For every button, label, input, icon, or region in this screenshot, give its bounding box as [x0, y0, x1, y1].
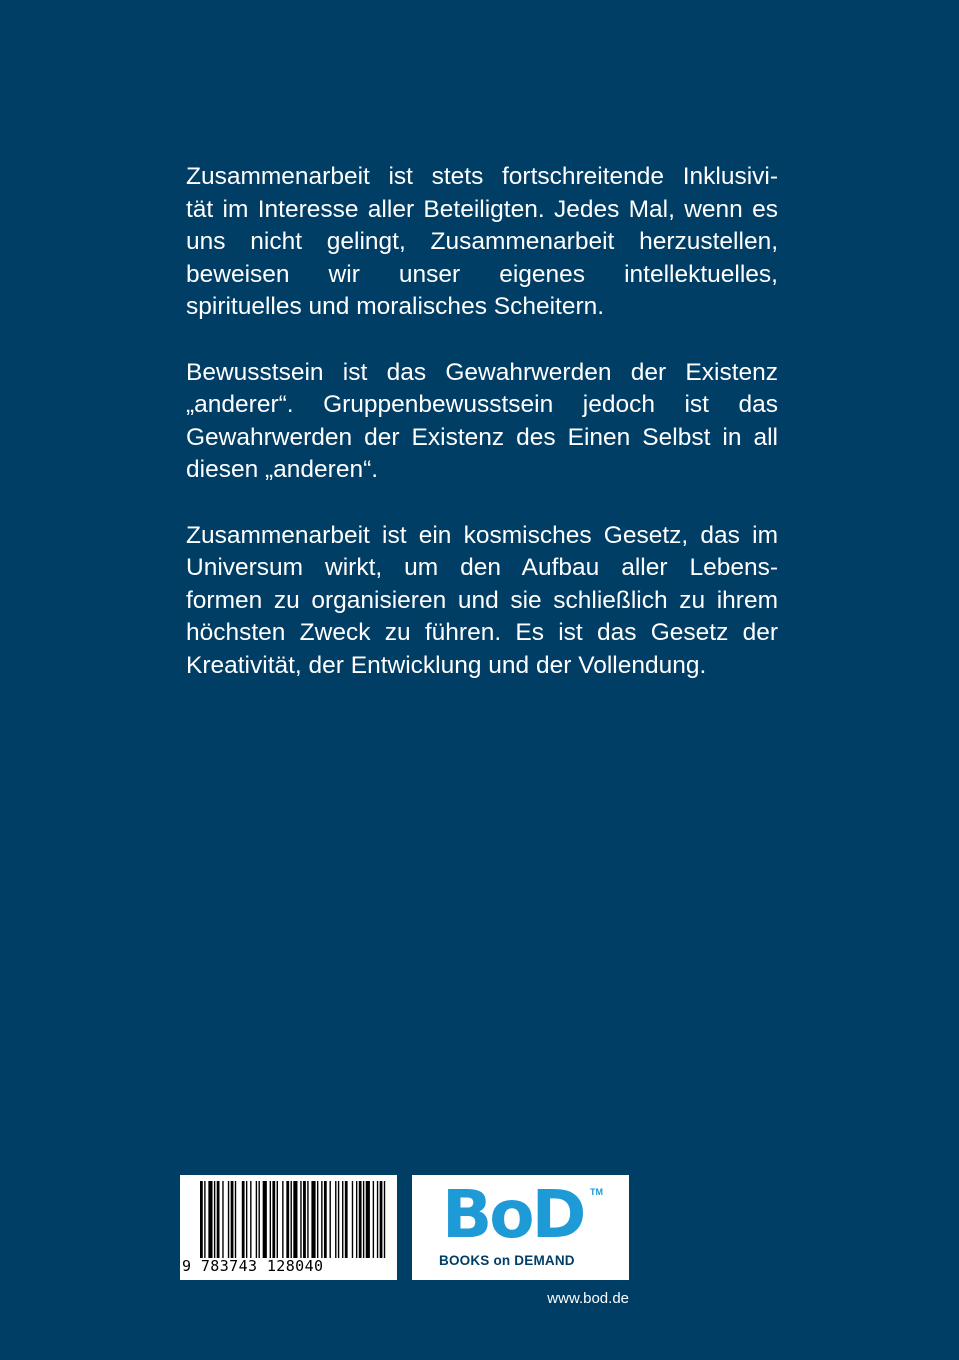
barcode-bar — [300, 1181, 301, 1258]
barcode-bar — [352, 1181, 353, 1258]
text-line: Universum wirkt, um den Aufbau aller Lebens- — [186, 554, 778, 582]
barcode-bar — [222, 1181, 223, 1258]
text-line: beweisen wir unser eigenes intellektuelles, — [186, 260, 778, 288]
barcode-bar — [228, 1181, 229, 1258]
text-line: Zusammenarbeit ist stets fortschreitende Inklusivi- — [186, 163, 778, 190]
barcode-number: 9 783743 128040 — [182, 1257, 324, 1275]
paragraph-3 — [186, 520, 778, 683]
barcode-bar — [272, 1181, 275, 1258]
barcode-bar — [335, 1181, 336, 1258]
barcode-bar — [204, 1181, 205, 1258]
text-line: Zusammenarbeit ist ein kosmisches Gesetz, das im — [186, 521, 778, 549]
logo-tagline: BOOKS on DEMAND — [439, 1253, 575, 1268]
barcode-bar — [377, 1181, 378, 1258]
text-line: tät im Interesse aller Beteiligten. Jedes Mal, wenn es — [186, 195, 778, 223]
barcode-bar — [263, 1181, 267, 1258]
text-line: Gewahrwerden der Existenz des Einen Selbst in all — [186, 423, 778, 451]
text-line: Bewusstsein ist das Gewahrwerden der Existenz — [186, 358, 778, 386]
barcode-bar — [356, 1181, 357, 1258]
isbn-barcode — [180, 1175, 397, 1280]
barcode-bar — [277, 1181, 278, 1258]
barcode-bar — [307, 1181, 308, 1258]
barcode-bar — [373, 1181, 374, 1258]
barcode-bar — [384, 1181, 385, 1258]
text-line: formen zu organisieren und sie schließlich zu ihrem — [186, 586, 778, 614]
barcode-bar — [200, 1181, 203, 1258]
barcode-bar — [282, 1181, 283, 1258]
text-line: spirituelles und moralisches Scheitern. — [186, 293, 605, 321]
trademark-symbol: TM — [590, 1187, 603, 1197]
publisher-url: www.bod.de — [547, 1290, 629, 1307]
barcode-bar — [338, 1181, 339, 1258]
barcode-bar — [286, 1181, 289, 1258]
barcode-bar — [324, 1181, 327, 1258]
text-line: höchsten Zweck zu führen. Es ist das Gesetz der — [186, 619, 778, 647]
paragraph-1 — [186, 161, 778, 324]
barcode-bar — [366, 1181, 370, 1258]
barcode-bar — [342, 1181, 343, 1258]
barcode-bar — [246, 1181, 247, 1258]
barcode-bar — [317, 1181, 318, 1258]
barcode-bars — [200, 1181, 388, 1258]
barcode-bar — [311, 1181, 315, 1258]
barcode-bar — [345, 1181, 348, 1258]
barcode-bar — [363, 1181, 364, 1258]
text-line: diesen „anderen“. — [186, 456, 379, 484]
barcode-bar — [330, 1181, 331, 1258]
bod-logo — [412, 1175, 629, 1280]
barcode-bar — [242, 1181, 245, 1258]
barcode-bar — [270, 1181, 271, 1258]
barcode-bar — [256, 1181, 257, 1258]
text-line: Kreativität, der Entwicklung und der Vollendung. — [186, 651, 707, 679]
barcode-bar — [250, 1181, 251, 1258]
barcode-bar — [380, 1181, 383, 1258]
barcode-bar — [321, 1181, 322, 1258]
barcode-bar — [303, 1181, 306, 1258]
barcode-bar — [293, 1181, 297, 1258]
barcode-bar — [214, 1181, 215, 1258]
text-line: „anderer“. Gruppenbewusstsein jedoch ist das — [186, 391, 778, 419]
barcode-bar — [217, 1181, 220, 1258]
barcode-bar — [208, 1181, 212, 1258]
barcode-bar — [258, 1181, 259, 1258]
barcode-bar — [231, 1181, 234, 1258]
barcode-bar — [235, 1181, 236, 1258]
logo-mark: BoD — [442, 1176, 584, 1253]
barcode-bar — [359, 1181, 362, 1258]
barcode-bar — [291, 1181, 292, 1258]
back-cover-text — [186, 161, 778, 683]
text-line: uns nicht gelingt, Zusammenarbeit herzustellen, — [186, 228, 778, 256]
paragraph-2 — [186, 357, 778, 487]
